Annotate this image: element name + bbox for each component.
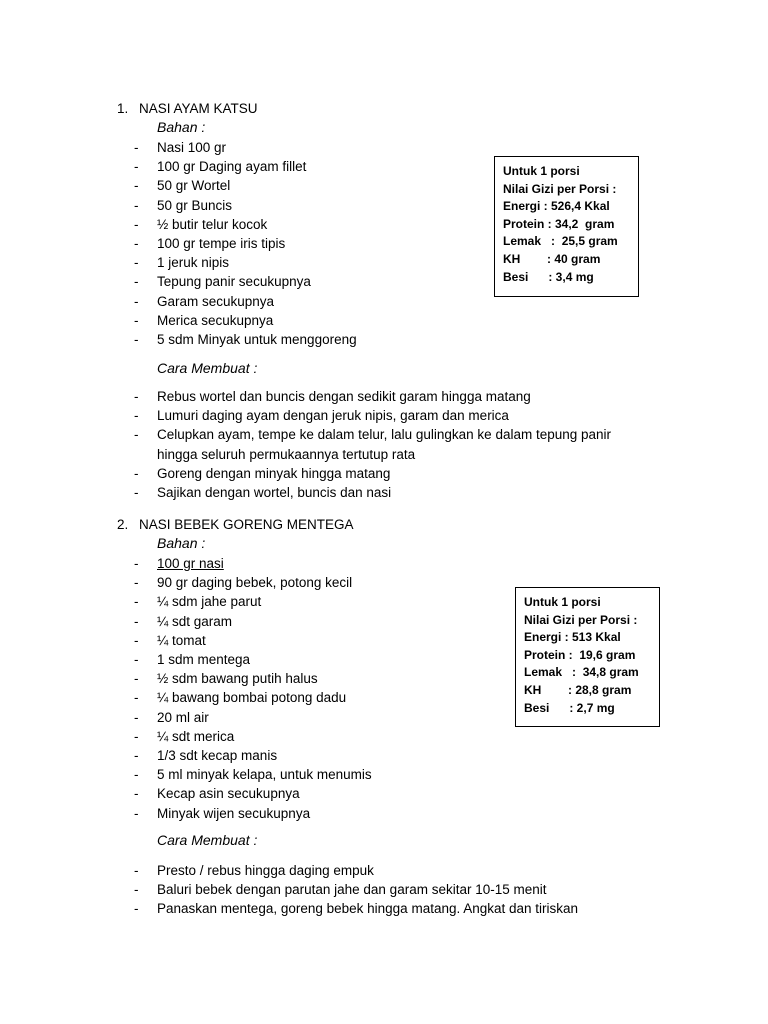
recipe-1-heading bbox=[117, 99, 258, 118]
list-item bbox=[134, 554, 504, 573]
recipe-1-nutrition-box bbox=[494, 156, 639, 297]
list-item: - 50 gr Buncis bbox=[134, 196, 494, 215]
list-item bbox=[134, 425, 694, 463]
list-item: - Rebus wortel dan buncis dengan sedikit garam hingga matang bbox=[134, 387, 694, 406]
list-item: - 1/3 sdt kecap manis bbox=[134, 746, 504, 765]
list-item: - 50 gr Wortel bbox=[134, 176, 494, 195]
list-item: - Minyak wijen secukupnya bbox=[134, 804, 504, 823]
recipe-1-ingredients-label: Bahan : bbox=[157, 119, 206, 135]
recipe-2-number: 2. bbox=[117, 517, 129, 532]
list-item: - ¼ sdt merica bbox=[134, 727, 504, 746]
nutrition-line: Untuk 1 porsi bbox=[503, 164, 580, 178]
list-item: - ¼ sdt garam bbox=[134, 612, 504, 631]
list-item: - ½ butir telur kocok bbox=[134, 215, 494, 234]
list-item: - ¼ bawang bombai potong dadu bbox=[134, 688, 504, 707]
recipe-2-steps-list bbox=[134, 861, 714, 919]
ingredient-text: 100 gr nasi bbox=[157, 556, 224, 571]
recipe-2-method-label: Cara Membuat : bbox=[157, 832, 258, 848]
recipe-2-heading bbox=[117, 515, 354, 534]
list-item: - Baluri bebek dengan parutan jahe dan garam sekitar 10-15 menit bbox=[134, 880, 714, 899]
nutrition-line: KH : 40 gram bbox=[503, 251, 601, 266]
list-item: - Kecap asin secukupnya bbox=[134, 784, 504, 803]
nutrition-line: Protein : 19,6 gram bbox=[524, 647, 636, 662]
list-item: - ¼ tomat bbox=[134, 631, 504, 650]
recipe-1-method-label: Cara Membuat : bbox=[157, 360, 258, 376]
list-item: - Garam secukupnya bbox=[134, 292, 494, 311]
list-item: - 100 gr Daging ayam fillet bbox=[134, 157, 494, 176]
list-item: - 100 gr tempe iris tipis bbox=[134, 234, 494, 253]
recipe-2-ingredients-label: Bahan : bbox=[157, 535, 206, 551]
list-item: - Nasi 100 gr bbox=[134, 138, 494, 157]
recipe-2-ingredients-list bbox=[134, 554, 504, 823]
list-item: - 90 gr daging bebek, potong kecil bbox=[134, 573, 504, 592]
nutrition-line: KH : 28,8 gram bbox=[524, 682, 632, 697]
recipe-1-steps-list bbox=[134, 387, 694, 502]
list-item: - Goreng dengan minyak hingga matang bbox=[134, 464, 694, 483]
list-item: - Tepung panir secukupnya bbox=[134, 272, 494, 291]
list-item: - Merica secukupnya bbox=[134, 311, 494, 330]
list-item: - 1 jeruk nipis bbox=[134, 253, 494, 272]
nutrition-line: Nilai Gizi per Porsi : bbox=[503, 181, 617, 196]
list-item: - Sajikan dengan wortel, buncis dan nasi bbox=[134, 483, 694, 502]
recipe-2-title: NASI BEBEK GORENG MENTEGA bbox=[139, 517, 354, 532]
list-item: - 20 ml air bbox=[134, 708, 504, 727]
nutrition-line: Protein : 34,2 gram bbox=[503, 216, 615, 231]
list-item: - 5 sdm Minyak untuk menggoreng bbox=[134, 330, 494, 349]
nutrition-line: Besi : 3,4 mg bbox=[503, 269, 594, 284]
step-text-continued: hingga seluruh permukaannya tertutup rata bbox=[157, 446, 416, 462]
nutrition-line: Nilai Gizi per Porsi : bbox=[524, 612, 638, 627]
list-item: - Panaskan mentega, goreng bebek hingga matang. Angkat dan tiriskan bbox=[134, 899, 714, 918]
nutrition-line: Energi : 526,4 Kkal bbox=[503, 199, 610, 214]
recipe-1-title: NASI AYAM KATSU bbox=[139, 101, 258, 116]
recipe-1-number: 1. bbox=[117, 101, 129, 116]
list-item: - 5 ml minyak kelapa, untuk menumis bbox=[134, 765, 504, 784]
list-item: - ¼ sdm jahe parut bbox=[134, 592, 504, 611]
list-item: - 1 sdm mentega bbox=[134, 650, 504, 669]
nutrition-line: Energi : 513 Kkal bbox=[524, 630, 621, 645]
nutrition-line: Lemak : 25,5 gram bbox=[503, 234, 618, 249]
step-text: - Celupkan ayam, tempe ke dalam telur, lalu gulingkan ke dalam tepung panir bbox=[157, 427, 612, 443]
nutrition-line: Lemak : 34,8 gram bbox=[524, 665, 639, 680]
recipe-1-ingredients-list bbox=[134, 138, 494, 349]
list-item: - Presto / rebus hingga daging empuk bbox=[134, 861, 714, 880]
nutrition-line: Besi : 2,7 mg bbox=[524, 700, 615, 715]
list-item: - Lumuri daging ayam dengan jeruk nipis, garam dan merica bbox=[134, 406, 694, 425]
recipe-2-nutrition-box bbox=[515, 587, 660, 727]
nutrition-line: Untuk 1 porsi bbox=[524, 595, 601, 609]
list-item: - ½ sdm bawang putih halus bbox=[134, 669, 504, 688]
